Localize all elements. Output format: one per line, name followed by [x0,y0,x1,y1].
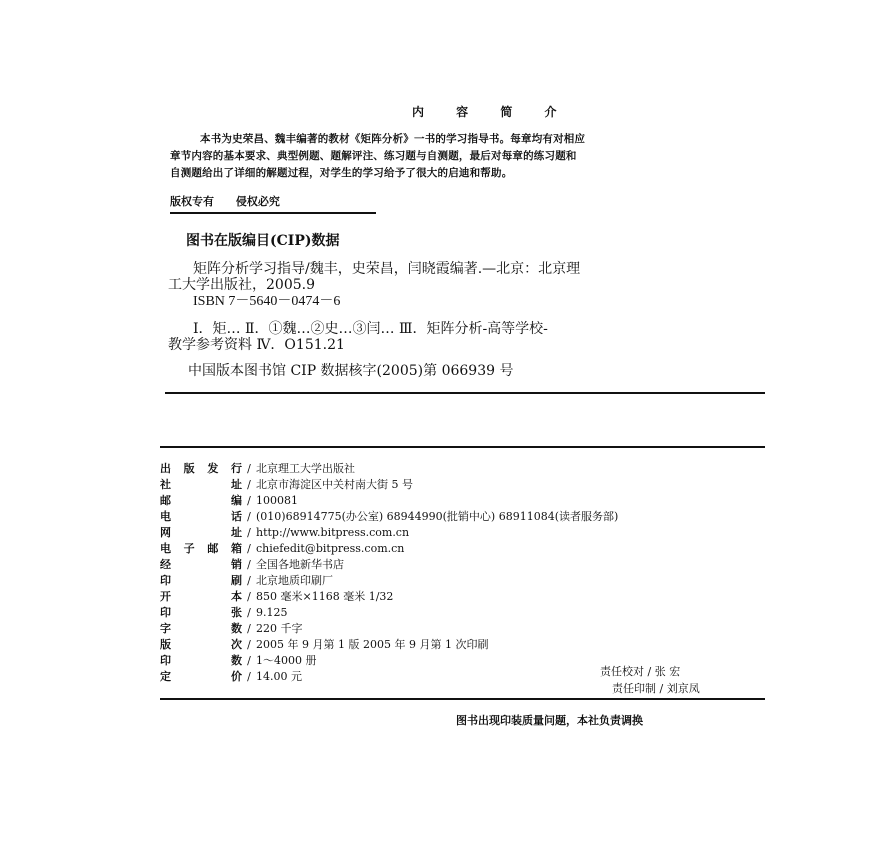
printing-supervisor-label: 责任印制 [612,682,656,695]
imprint-value: 9.125 [256,606,288,619]
proofreader-separator: / [647,665,652,678]
cip-line-4: Ⅰ．矩… Ⅱ．①魏…②史…③闫… Ⅲ．矩阵分析-高等学校- [193,321,548,337]
imprint-row [160,620,303,636]
imprint-value: 北京理工大学出版社 [256,462,355,475]
imprint-value: 14.00 元 [256,670,302,683]
imprint-separator: / [247,654,251,667]
printing-supervisor-line [612,680,700,696]
imprint-label: 电子邮箱 [160,542,242,555]
imprint-value: 220 千字 [256,622,303,635]
imprint-label: 网址 [160,526,242,539]
imprint-separator: / [247,494,251,507]
imprint-row [160,604,288,620]
imprint-separator: / [247,510,251,523]
imprint-separator: / [247,638,251,651]
imprint-label: 出版发行 [160,462,242,475]
printing-supervisor-name: 刘京凤 [666,682,700,695]
proofreader-label: 责任校对 [600,665,644,678]
printing-supervisor-separator: / [659,682,664,695]
intro-line-3: 自测题给出了详细的解题过程，对学生的学习给予了很大的启迪和帮助。 [170,167,513,179]
imprint-value: 2005 年 9 月第 1 版 2005 年 9 月第 1 次印刷 [256,638,489,651]
imprint-label: 开本 [160,590,242,603]
imprint-row [160,508,618,524]
imprint-label: 邮编 [160,494,242,507]
imprint-separator: / [247,590,251,603]
imprint-label: 字数 [160,622,242,635]
copyright-line [170,193,298,209]
imprint-row [160,524,409,540]
imprint-separator: / [247,526,251,539]
imprint-separator: / [247,606,251,619]
quality-notice: 图书出现印装质量问题，本社负责调换 [456,714,643,727]
imprint-row [160,588,393,604]
imprint-value: (010)68914775(办公室) 68944990(批销中心) 68911084(读者服务部) [256,510,619,523]
imprint-label: 经销 [160,558,242,571]
cip-rule [165,392,765,394]
infringement-notice: 侵权必究 [235,195,280,208]
intro-line-2: 章节内容的基本要求、典型例题、题解评注、练习题与自测题，最后对每章的练习题和 [170,150,577,162]
copyright-notice: 版权专有 [170,195,214,208]
imprint-row [160,556,344,572]
imprint-separator: / [247,670,251,683]
imprint-row [160,476,413,492]
imprint-label: 电话 [160,510,242,523]
imprint-row [160,636,488,652]
imprint-label: 印刷 [160,574,242,587]
imprint-value: 850 毫米×1168 毫米 1/32 [256,590,394,603]
cip-line-6: 中国版本图书馆 CIP 数据核字(2005)第 066939 号 [188,363,514,379]
imprint-label: 社址 [160,478,242,491]
imprint-separator: / [247,574,251,587]
imprint-row [160,652,317,668]
cip-line-1: 矩阵分析学习指导/魏丰，史荣昌，闫晓霞编著.—北京：北京理 [193,261,581,277]
imprint-top-rule [160,446,765,448]
imprint-value: 1～4000 册 [256,654,317,667]
imprint-value: 北京地质印刷厂 [256,574,333,587]
imprint-label: 定价 [160,670,242,683]
cip-isbn: ISBN 7－5640－0474－6 [193,294,341,309]
imprint-separator: / [247,622,251,635]
imprint-label: 印张 [160,606,242,619]
imprint-value: 全国各地新华书店 [256,558,344,571]
imprint-row [160,668,302,684]
proofreader-name: 张 宏 [654,665,681,678]
imprint-value: 北京市海淀区中关村南大街 5 号 [256,478,413,491]
imprint-separator: / [247,462,251,475]
proofreader-line [600,663,680,679]
imprint-value: 100081 [256,494,298,507]
imprint-row [160,492,298,508]
copyright-rule [170,212,376,214]
imprint-bottom-rule [160,698,765,700]
imprint-row [160,572,333,588]
imprint-row [160,540,404,556]
imprint-value: http://www.bitpress.com.cn [256,526,410,539]
imprint-separator: / [247,478,251,491]
imprint-separator: / [247,558,251,571]
imprint-value: chiefedit@bitpress.com.cn [256,542,405,555]
imprint-label: 印数 [160,654,242,667]
imprint-separator: / [247,542,251,555]
cip-title: 图书在版编目(CIP)数据 [186,233,340,249]
intro-line-1: 本书为史荣昌、魏丰编著的教材《矩阵分析》一书的学习指导书。每章均有对相应 [200,133,586,145]
cip-line-2: 工大学出版社，2005.9 [168,277,315,293]
cip-line-5: 教学参考资料 Ⅳ．O151.21 [168,337,345,353]
imprint-row [160,460,355,476]
imprint-label: 版次 [160,638,242,651]
intro-title: 内 容 简 介 [412,105,571,119]
